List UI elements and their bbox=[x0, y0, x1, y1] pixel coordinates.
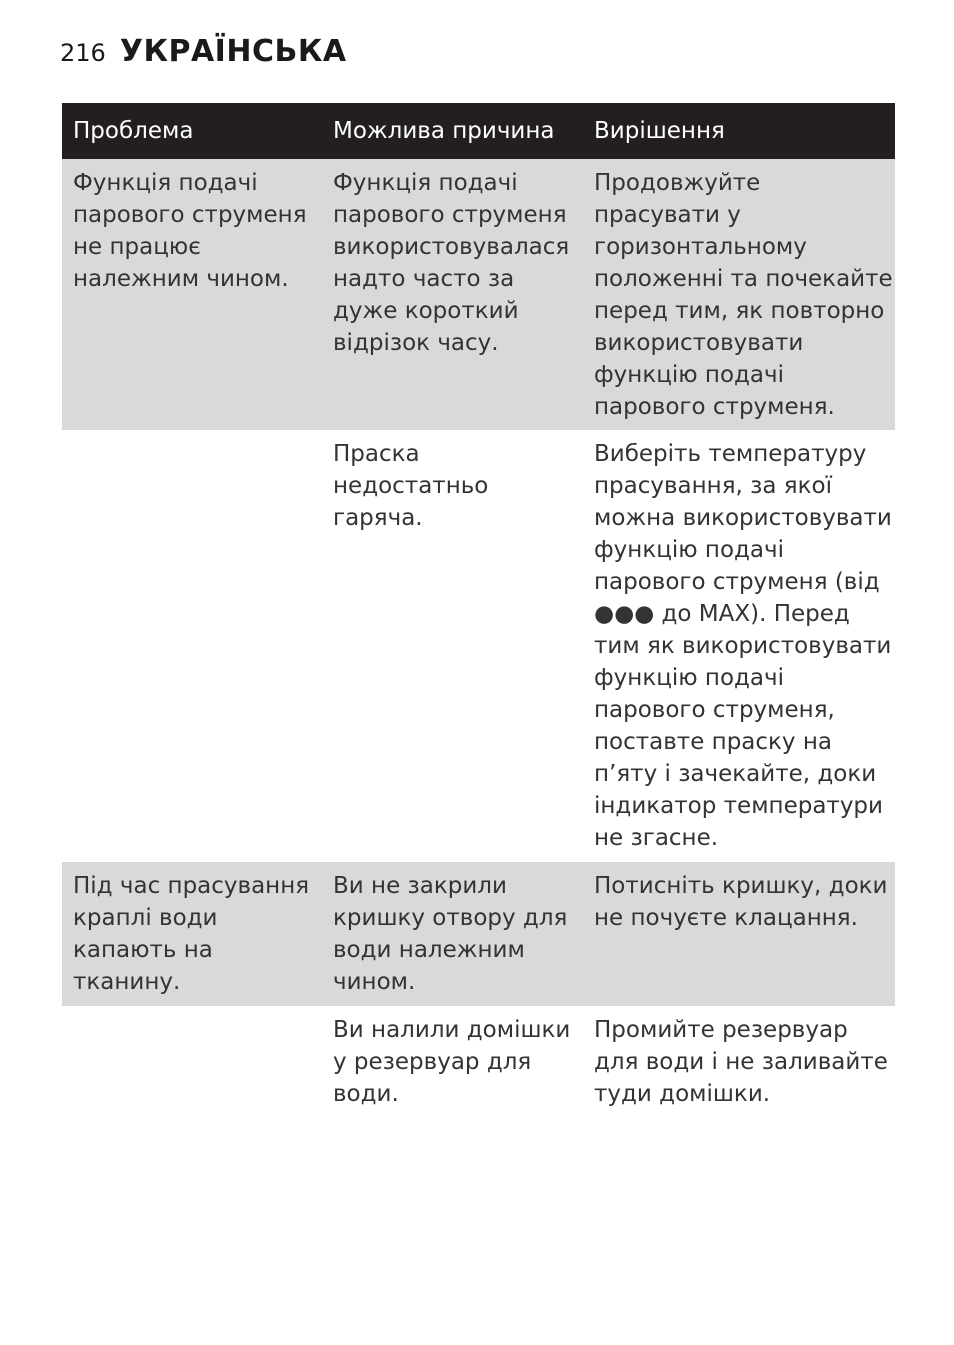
problem-cell bbox=[62, 1006, 322, 1126]
cause-cell: Функція подачі парового струменя використовувалася надто часто за дуже короткий відрізок часу. bbox=[333, 170, 570, 356]
table-row bbox=[62, 430, 895, 862]
column-header-problem: Проблема bbox=[73, 118, 194, 144]
solution-cell: Виберіть температуру прасування, за якої можна використовувати функцію подачі парового струменя (від ●●● до MAX). Перед тим як використовувати функцію подачі парового струменя, поставте праску на п’яту і зачекайте, доки індикатор температури не згасне. bbox=[594, 441, 892, 851]
problem-cell: Під час прасування краплі води капають на тканину. bbox=[73, 873, 310, 995]
table-row bbox=[62, 159, 895, 430]
solution-cell: Продовжуйте прасувати у горизонтальному положенні та почекайте перед тим, як повторно використовувати функцію подачі парового струменя. bbox=[594, 170, 893, 420]
table-row bbox=[62, 1006, 895, 1126]
column-header-solution: Вирішення bbox=[594, 118, 725, 144]
troubleshooting-table bbox=[62, 103, 895, 1126]
cause-cell: Ви не закрили кришку отвору для води належним чином. bbox=[333, 873, 568, 995]
problem-cell bbox=[62, 430, 322, 862]
page-header bbox=[60, 34, 347, 69]
solution-cell: Промийте резервуар для води і не заливайте туди домішки. bbox=[594, 1017, 888, 1107]
cause-cell: Праска недостатньо гаряча. bbox=[333, 441, 489, 531]
table-header bbox=[62, 103, 895, 159]
page-title: УКРАЇНСЬКА bbox=[119, 34, 347, 69]
page-number: 216 bbox=[60, 39, 106, 67]
column-header-cause: Можлива причина bbox=[333, 118, 555, 144]
problem-cell: Функція подачі парового струменя не працює належним чином. bbox=[73, 170, 307, 292]
cause-cell: Ви налили домішки у резервуар для води. bbox=[333, 1017, 571, 1107]
solution-cell: Потисніть кришку, доки не почуєте клацання. bbox=[594, 873, 888, 931]
table-row bbox=[62, 862, 895, 1006]
